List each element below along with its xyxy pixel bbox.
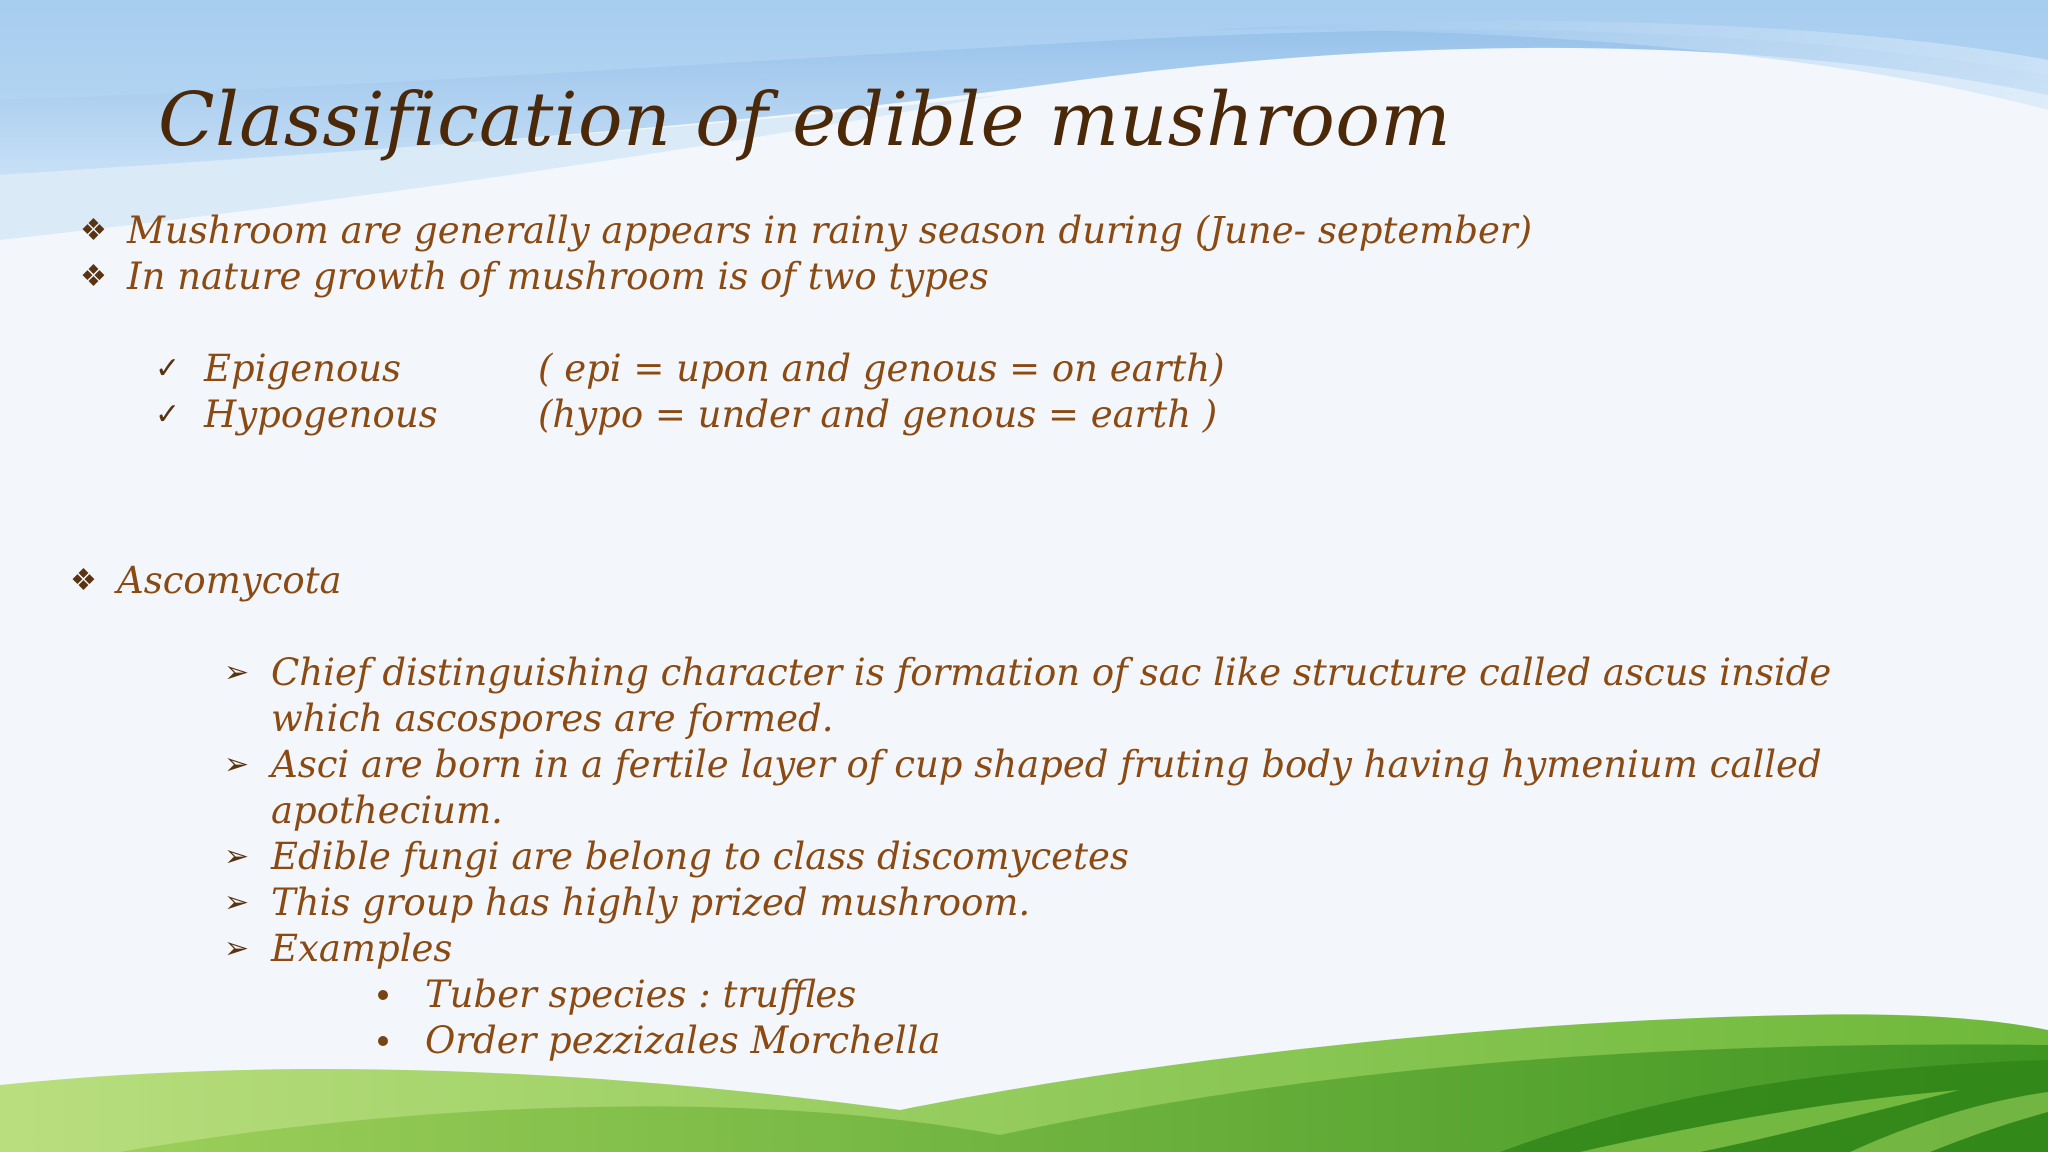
ascomycota-point: Chief distinguishing character is formation of sac like structure called ascus inside [271, 651, 1832, 694]
ascomycota-point: Edible fungi are belong to class discomycetes [271, 835, 1129, 878]
example-item: Order pezzizales Morchella [425, 1019, 941, 1062]
arrow-bullet-icon: ➢ [224, 885, 250, 920]
ascomycota-point: Asci are born in a fertile layer of cup shaped fruting body having hymenium called [271, 743, 1822, 786]
arrow-bullet-icon: ➢ [224, 931, 250, 966]
ascomycota-point: Examples [271, 927, 453, 970]
ascomycota-point-continued: which ascospores are formed. [271, 697, 834, 740]
example-item: Tuber species : truffles [425, 973, 857, 1016]
arrow-bullet-icon: ➢ [224, 839, 250, 874]
growth-type-name: Hypogenous [204, 393, 438, 436]
round-bullet-icon [378, 990, 388, 1000]
growth-type-meaning: (hypo = under and genous = earth ) [538, 393, 1218, 436]
diamond-bullet-icon: ❖ [70, 563, 97, 598]
check-mark-icon: ✓ [155, 351, 181, 386]
arrow-bullet-icon: ➢ [224, 655, 250, 690]
diamond-bullet-icon: ❖ [80, 259, 107, 294]
intro-line-2: In nature growth of mushroom is of two types [127, 255, 989, 298]
ascomycota-point-continued: apothecium. [271, 789, 503, 832]
section-heading-ascomycota: Ascomycota [117, 559, 342, 602]
arrow-bullet-icon: ➢ [224, 747, 250, 782]
diamond-bullet-icon: ❖ [80, 213, 107, 248]
growth-type-name: Epigenous [204, 347, 402, 390]
round-bullet-icon [378, 1036, 388, 1046]
growth-type-meaning: ( epi = upon and genous = on earth) [538, 347, 1225, 390]
check-mark-icon: ✓ [155, 397, 181, 432]
intro-line-1: Mushroom are generally appears in rainy season during (June- september) [127, 209, 1533, 252]
ascomycota-point: This group has highly prized mushroom. [271, 881, 1031, 924]
slide-title: Classification of edible mushroom [158, 77, 1452, 163]
